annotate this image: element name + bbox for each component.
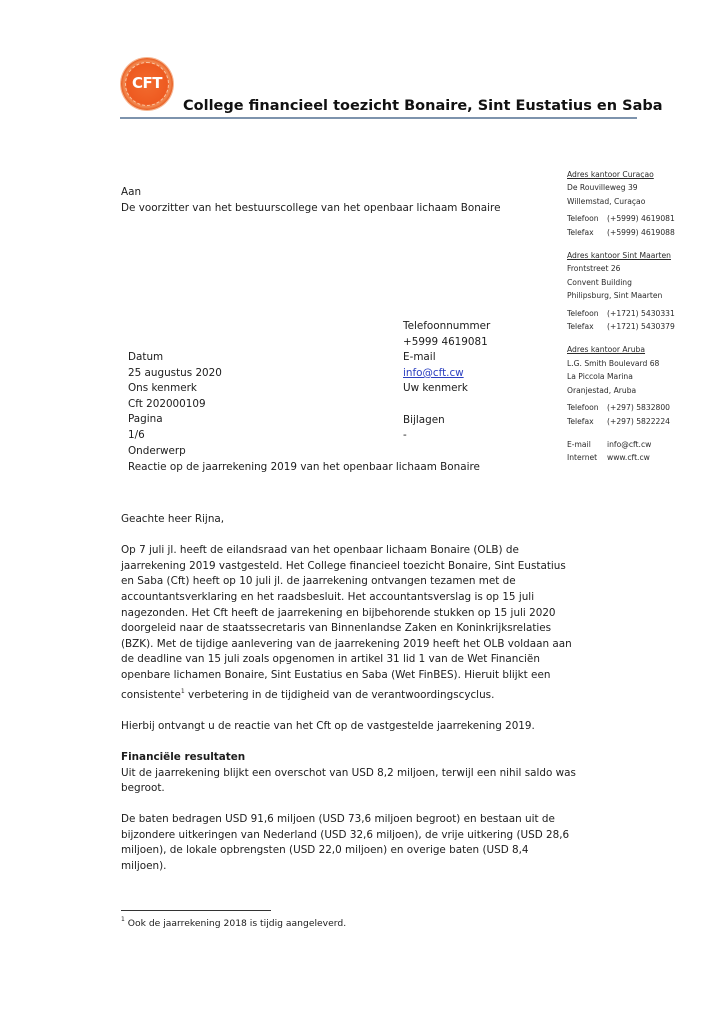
page-label: Pagina <box>128 413 163 426</box>
address-line: De Rouvilleweg 39 <box>567 183 638 193</box>
fax-value: (+5999) 4619088 <box>607 227 675 237</box>
office-aruba <box>567 343 717 427</box>
organization-title: College financieel toezicht Bonaire, Sint Eustatius en Saba <box>183 98 663 114</box>
header-divider <box>120 117 637 119</box>
office-title: Adres kantoor Aruba <box>567 345 646 355</box>
office-curacao <box>567 168 717 239</box>
fax-row <box>567 226 717 239</box>
attachments-value: - <box>403 429 407 442</box>
paragraph-reaction: Hierbij ontvangt u de reactie van het Cft op de vastgestelde jaarrekening 2019. <box>121 719 535 732</box>
phone-value: (+297) 5832800 <box>607 403 671 413</box>
office-title: Adres kantoor Sint Maarten <box>567 251 671 261</box>
email-row <box>567 438 717 451</box>
footnote <box>121 916 346 929</box>
our-ref-label: Ons kenmerk <box>128 382 197 395</box>
date-label: Datum <box>128 351 164 363</box>
text-line: jaarrekening 2019 vastgesteld. Het College financieel toezicht Bonaire, Sint Eustatius <box>121 559 566 572</box>
letter-body <box>121 512 641 890</box>
email-link[interactable]: info@cft.cw <box>403 366 464 379</box>
phone-label: Telefoon <box>567 403 599 413</box>
addressee-block <box>121 185 501 216</box>
text-line: (BZK). Met de tijdige aanlevering van de jaarrekening 2019 heeft het OLB voldaan aan <box>121 637 572 650</box>
text-fragment: verbetering in de tijdigheid van de verantwoordingscyclus. <box>184 688 495 701</box>
footnote-number: 1 <box>121 916 125 923</box>
address-line: Philipsburg, Sint Maarten <box>567 291 663 301</box>
address-line: Willemstad, Curaçao <box>567 196 646 206</box>
logo-text: CFT <box>132 74 162 92</box>
phone-label: Telefoon <box>567 308 599 318</box>
text-line: de deadline van 15 juli zoals opgenomen in artikel 31 lid 1 van de Wet Financiën <box>121 653 540 666</box>
subject-value: Reactie op de jaarrekening 2019 van het openbaar lichaam Bonaire <box>128 460 480 473</box>
footnote-divider <box>121 910 271 911</box>
phone-value: +5999 4619081 <box>403 335 488 348</box>
address-line: Convent Building <box>567 277 632 287</box>
office-addresses <box>567 168 717 465</box>
fax-value: (+1721) 5430379 <box>607 322 675 332</box>
office-title: Adres kantoor Curaçao <box>567 170 654 179</box>
section-heading: Financiële resultaten <box>121 750 246 763</box>
phone-label: Telefoonnummer <box>403 320 491 332</box>
phone-row <box>567 401 717 414</box>
internet-row <box>567 451 717 464</box>
text-line: begroot. <box>121 782 165 795</box>
addressee-label: Aan <box>121 186 142 198</box>
text-line: Op 7 juli jl. heeft de eilandsraad van het openbaar lichaam Bonaire (OLB) de <box>121 544 519 557</box>
text-line: doorgeleid naar de staatssecretaris van Binnenlandse Zaken en Koninkrijksrelaties <box>121 622 552 635</box>
our-ref-value: Cft 202000109 <box>128 397 206 410</box>
text-line: accountantsverklaring en het raadsbesluit. Het accountantsverslag is op 15 juli <box>121 590 535 603</box>
address-line: Frontstreet 26 <box>567 264 621 274</box>
fax-label: Telefax <box>567 227 594 237</box>
text-line: Uit de jaarrekening blijkt een overschot van USD 8,2 miljoen, terwijl een nihil saldo was <box>121 766 576 779</box>
fax-label: Telefax <box>567 322 594 332</box>
email-label: E-mail <box>567 439 591 449</box>
letter-meta-left <box>128 350 222 444</box>
salutation: Geachte heer Rijna, <box>121 513 225 525</box>
paragraph-intro <box>121 543 641 703</box>
section-financial-results <box>121 750 641 875</box>
paragraph-surplus <box>121 766 641 797</box>
fax-value: (+297) 5822224 <box>607 416 671 426</box>
attachments-label: Bijlagen <box>403 413 445 426</box>
addressee-recipient: De voorzitter van het bestuurscollege van het openbaar lichaam Bonaire <box>121 201 501 214</box>
page-value: 1/6 <box>128 428 145 441</box>
internet-label: Internet <box>567 453 598 463</box>
text-line: miljoen). <box>121 860 167 873</box>
letter-meta-right <box>403 319 490 444</box>
subject-block <box>128 444 480 475</box>
text-line: en Saba (Cft) heeft op 10 juli jl. de jaarrekening ontvangen tezamen met de <box>121 575 516 588</box>
date-value: 25 augustus 2020 <box>128 366 222 379</box>
text-line: bijzondere uitkeringen van Nederland (USD 32,6 miljoen), de vrije uitkering (USD 28,6 <box>121 828 570 841</box>
fax-label: Telefax <box>567 416 594 426</box>
phone-label: Telefoon <box>567 214 599 224</box>
phone-value: (+1721) 5430331 <box>607 308 675 318</box>
phone-row <box>567 307 717 320</box>
footnote-text: Ook de jaarrekening 2018 is tijdig aangeleverd. <box>124 918 347 929</box>
address-line: L.G. Smith Boulevard 68 <box>567 358 660 368</box>
subject-label: Onderwerp <box>128 445 186 457</box>
phone-value: (+5999) 4619081 <box>607 214 675 224</box>
email-value[interactable]: info@cft.cw <box>607 439 652 449</box>
your-ref-label: Uw kenmerk <box>403 382 468 395</box>
text-line: miljoen), de lokale opbrengsten (USD 22,0 miljoen) en overige baten (USD 8,4 <box>121 844 529 857</box>
text-line: De baten bedragen USD 91,6 miljoen (USD 73,6 miljoen begroot) en bestaan uit de <box>121 813 555 826</box>
fax-row <box>567 320 717 333</box>
email-label: E-mail <box>403 351 436 364</box>
paragraph-revenues <box>121 812 641 874</box>
text-fragment: consistente <box>121 688 181 701</box>
your-ref-value <box>403 397 490 413</box>
text-line: openbare lichamen Bonaire, Sint Eustatius en Saba (Wet FinBES). Hieruit blijkt een <box>121 668 551 681</box>
footnote-reference[interactable]: 1 <box>180 687 185 695</box>
phone-row <box>567 212 717 225</box>
website-value[interactable]: www.cft.cw <box>607 453 650 463</box>
office-sint-maarten <box>567 249 717 333</box>
address-line: Oranjestad, Aruba <box>567 385 637 395</box>
text-line: nagezonden. Het Cft heeft de jaarrekening en bijbehorende stukken op 15 juli 2020 <box>121 606 556 619</box>
fax-row <box>567 415 717 428</box>
address-line: La Piccola Marina <box>567 372 633 382</box>
cft-logo <box>121 58 173 110</box>
